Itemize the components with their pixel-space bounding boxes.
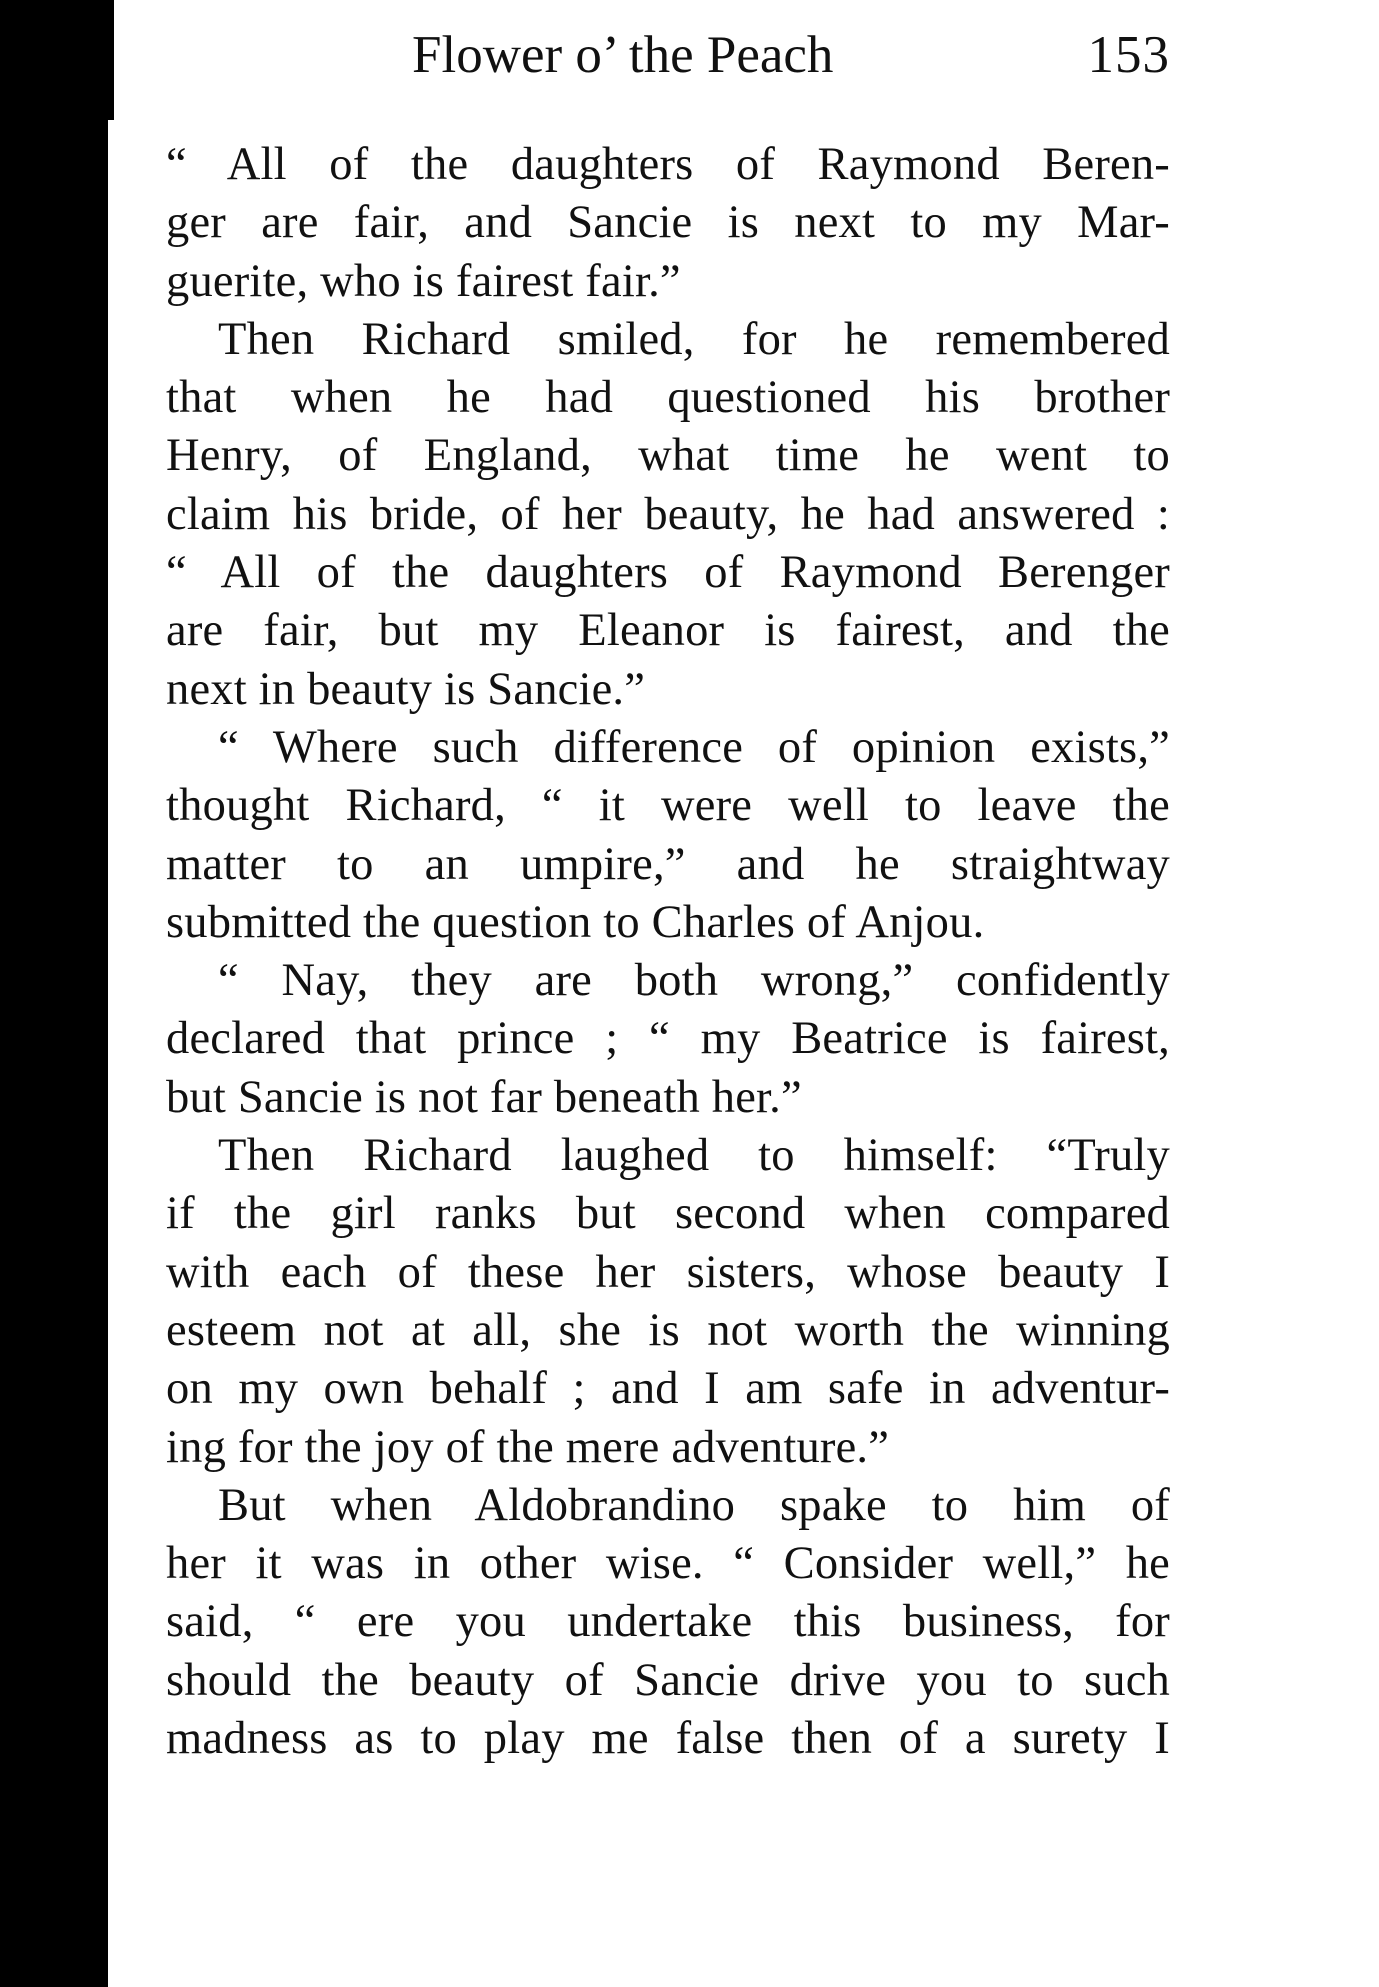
scan-margin-notch <box>84 0 114 120</box>
text-line: matter to an umpire,” and he straightway <box>166 838 1170 890</box>
text-line: her it was in other wise. “ Consider well,” he <box>166 1538 1170 1590</box>
text-line: Henry, of England, what time he went to <box>166 430 1170 482</box>
scan-margin-edge <box>0 0 108 1987</box>
text-line: Then Richard smiled, for he remembered <box>218 313 1170 365</box>
text-line: submitted the question to Charles of Anjou. <box>166 896 985 948</box>
text-line: “ All of the daughters of Raymond Berenger <box>166 547 1170 599</box>
text-line: are fair, but my Eleanor is fairest, and the <box>166 605 1170 657</box>
text-line: esteem not at all, she is not worth the winning <box>166 1304 1170 1356</box>
text-line: next in beauty is Sancie.” <box>166 663 646 715</box>
text-line: But when Aldobrandino spake to him of <box>218 1479 1170 1531</box>
text-line: if the girl ranks but second when compared <box>166 1188 1170 1240</box>
text-line: “ All of the daughters of Raymond Beren- <box>166 139 1170 190</box>
text-line: guerite, who is fairest fair.” <box>166 255 681 307</box>
text-line: Then Richard laughed to himself: “Truly <box>218 1130 1170 1182</box>
text-line: “ Where such difference of opinion exists,” <box>218 721 1170 773</box>
page-header <box>166 20 1170 90</box>
text-line: madness as to play me false then of a surety I <box>166 1713 1170 1765</box>
text-line: that when he had questioned his brother <box>166 372 1170 424</box>
text-line: said, “ ere you undertake this business, for <box>166 1596 1170 1648</box>
text-line: claim his bride, of her beauty, he had answered : <box>166 488 1170 540</box>
body-text <box>166 136 1170 1768</box>
text-line: should the beauty of Sancie drive you to such <box>166 1654 1170 1706</box>
text-line: declared that prince ; “ my Beatrice is fairest, <box>166 1013 1170 1065</box>
text-line: thought Richard, “ it were well to leave the <box>166 780 1170 832</box>
page-number: 153 <box>1087 26 1170 84</box>
text-line: ger are fair, and Sancie is next to my Mar- <box>166 197 1170 249</box>
running-title: Flower o’ the Peach <box>412 26 834 84</box>
text-line: “ Nay, they are both wrong,” confidently <box>218 955 1170 1007</box>
text-line: ing for the joy of the mere adventure.” <box>166 1421 890 1473</box>
text-line: but Sancie is not far beneath her.” <box>166 1071 802 1123</box>
scan-margin-notch <box>84 1820 104 1987</box>
text-line: with each of these her sisters, whose beauty I <box>166 1246 1170 1298</box>
text-line: on my own behalf ; and I am safe in adventur- <box>166 1363 1170 1415</box>
